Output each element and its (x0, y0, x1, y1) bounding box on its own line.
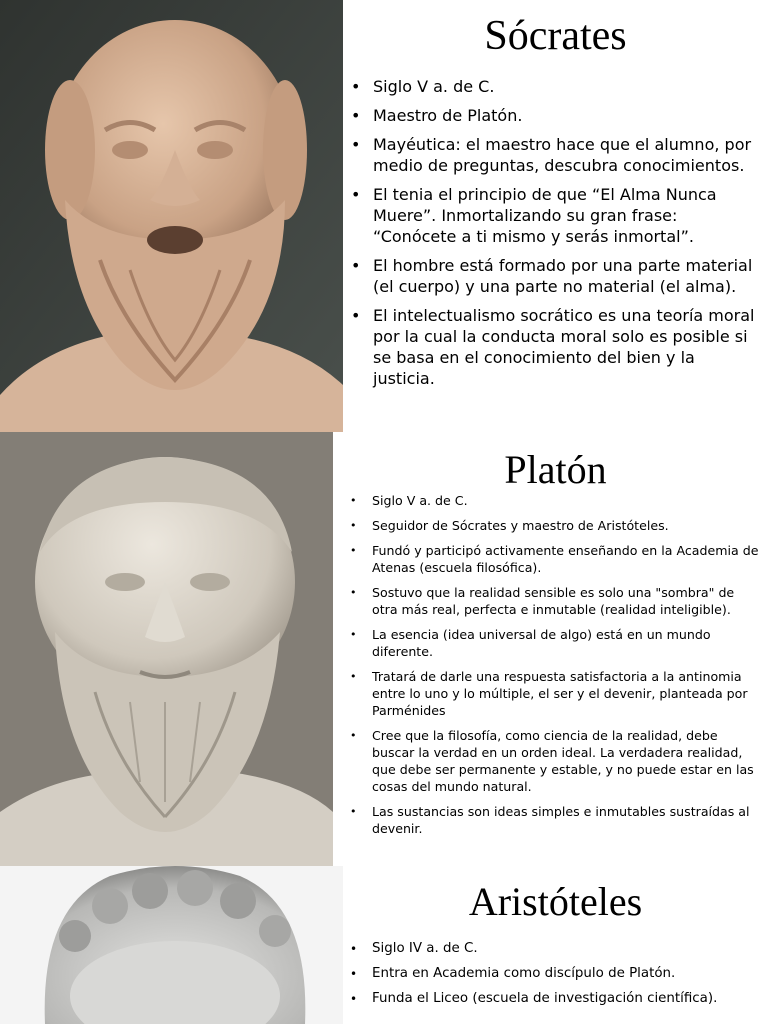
list-item: • Cree que la filosofía, como ciencia de la realidad, debe buscar la verdad en un orden ideal. La verdadera realidad, que debe ser permanente y estable, y no puede estar en las cosas del mundo natural. (372, 727, 760, 795)
list-item: • Seguidor de Sócrates y maestro de Aristóteles. (372, 517, 760, 534)
aristotle-section (0, 866, 768, 1024)
aristotle-bust-image (0, 866, 343, 1024)
socrates-point-list (373, 76, 758, 397)
list-item: • Maestro de Platón. (373, 105, 758, 126)
list-item: • El hombre está formado por una parte material (el cuerpo) y una parte no material (el alma). (373, 255, 758, 297)
list-item: • El intelectualismo socrático es una teoría moral por la cual la conducta moral solo es posible si se basa en el conocimiento del bien y la justicia. (373, 305, 758, 389)
list-item: • Siglo V a. de C. (373, 76, 758, 97)
list-item: • Siglo IV a. de C. (372, 940, 760, 958)
plato-section (0, 432, 768, 866)
plato-point-list (372, 492, 760, 845)
list-item: • La esencia (idea universal de algo) está en un mundo diferente. (372, 626, 760, 660)
list-item: • El tenia el principio de que “El Alma Nunca Muere”. Inmortalizando su gran frase: “Conócete a ti mismo y serás inmortal”. (373, 184, 758, 247)
list-item: • Entra en Academia como discípulo de Platón. (372, 965, 760, 983)
list-item: • Fundó y participó activamente enseñando en la Academia de Atenas (escuela filosófica). (372, 542, 760, 576)
list-item: • Las sustancias son ideas simples e inmutables sustraídas al devenir. (372, 803, 760, 837)
list-item: • Sostuvo que la realidad sensible es solo una "sombra" de otra más real, perfecta e inmutable (realidad inteligible). (372, 584, 760, 618)
plato-bust-image (0, 432, 333, 866)
list-item: • Tratará de darle una respuesta satisfactoria a la antinomia entre lo uno y lo múltiple, el ser y el devenir, planteada por Parménides (372, 668, 760, 719)
socrates-bust-image (0, 0, 343, 432)
aristotle-point-list (372, 940, 760, 1015)
socrates-title: Sócrates (484, 13, 627, 59)
plato-title: Platón (504, 447, 607, 492)
aristotle-title: Aristóteles (468, 879, 643, 924)
list-item: • Siglo V a. de C. (372, 492, 760, 509)
list-item: • Funda el Liceo (escuela de investigación científica). (372, 990, 760, 1008)
socrates-section (0, 0, 768, 432)
list-item: • Mayéutica: el maestro hace que el alumno, por medio de preguntas, descubra conocimientos. (373, 134, 758, 176)
